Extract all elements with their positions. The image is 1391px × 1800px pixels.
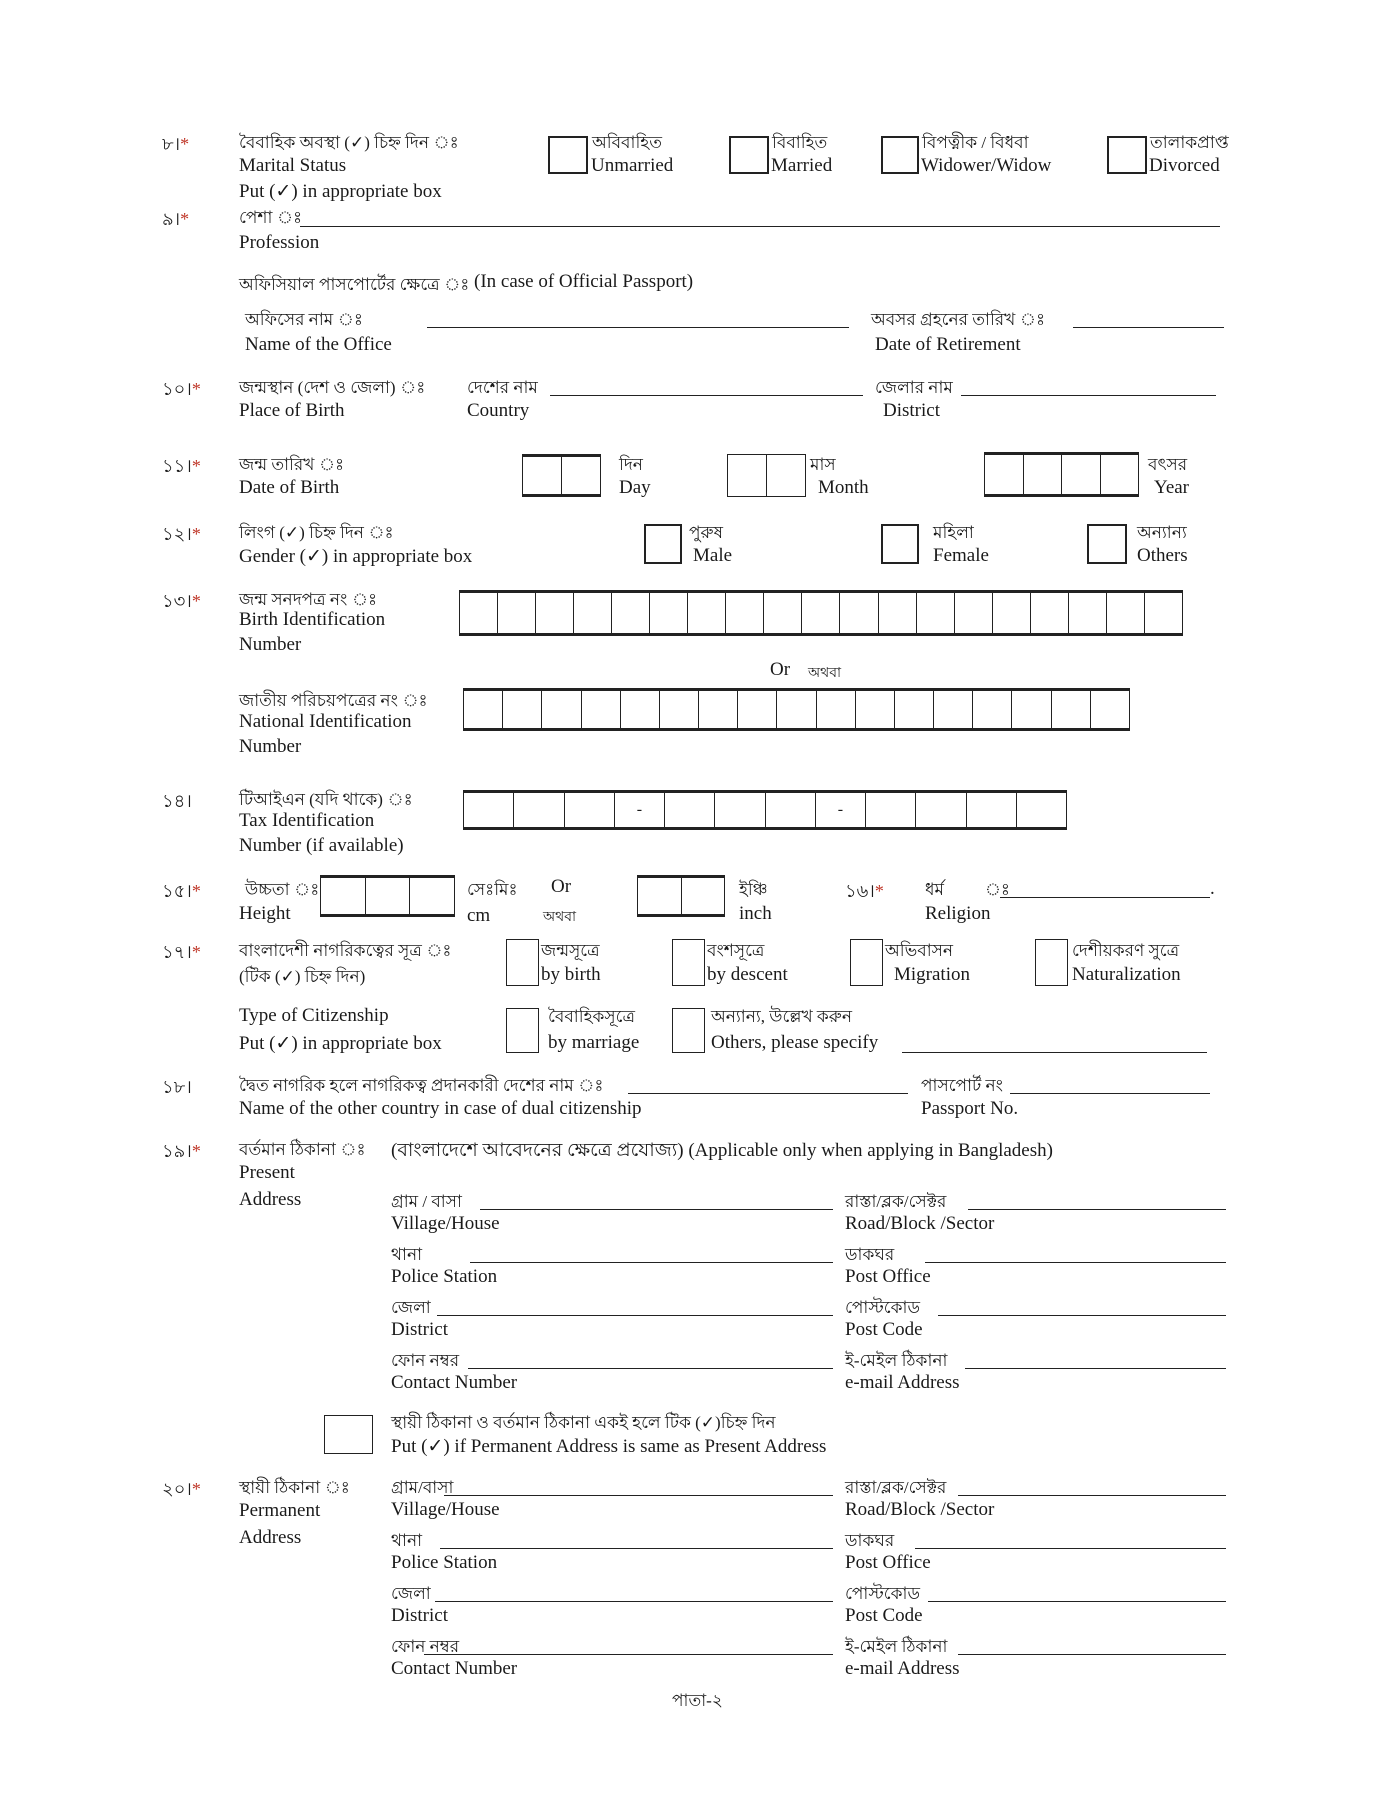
option-female: Female [933,545,989,566]
tin-digit-box[interactable] [1017,793,1066,827]
tin-label-bn: টিআইএন (যদি থাকে) ঃ [239,790,413,809]
dob-year-box[interactable] [1024,455,1063,494]
dob-month-box[interactable] [728,455,767,496]
present-contact-number-label: Contact Number [391,1372,518,1393]
passport-no-label-bn: পাসপোর্ট নং [921,1076,1003,1095]
dob-year-box[interactable] [1062,455,1101,494]
present-district-input[interactable] [437,1315,833,1316]
checkbox-by-marriage[interactable] [506,1008,539,1053]
height-cm-digit-box[interactable] [366,878,411,914]
profession-label-bn: পেশা ঃ [239,208,303,227]
permanent-post-office-label: Post Office [845,1552,931,1573]
birth-id-digit-box[interactable] [460,593,498,633]
permanent-address-label: Permanent [239,1500,321,1521]
district-label-bn: জেলার নাম [875,378,953,397]
official-passport-heading-bn: অফিসিয়াল পাসপোর্টের ক্ষেত্রে ঃ [239,275,470,294]
permanent-post-code-input[interactable] [928,1601,1226,1602]
year-label: Year [1154,477,1190,498]
tin-digit-box[interactable] [967,793,1017,827]
birth-id-digit-box[interactable] [879,593,917,633]
q14-number: ১৪। [162,791,192,811]
permanent-contact-number-input[interactable] [424,1654,833,1655]
permanent-post-code-label-bn: পোস্টকোড [845,1584,920,1603]
option-by-birth: by birth [541,964,601,985]
office-name-label-bn: অফিসের নাম ঃ [245,310,363,329]
present-district-label: District [391,1319,448,1340]
birth-id-digit-box[interactable] [498,593,536,633]
present-post-office-label: Post Office [845,1266,931,1287]
present-post-code-input[interactable] [938,1315,1226,1316]
marital-status-hint: Put (✓) in appropriate box [239,181,442,202]
birth-id-boxes[interactable] [459,590,1183,636]
checkbox-by-descent[interactable] [672,939,705,986]
tin-digit-box[interactable] [665,793,715,827]
present-police-station-label-bn: থানা [391,1245,423,1264]
option-divorced: Divorced [1149,155,1220,176]
permanent-village-house-input[interactable] [444,1495,833,1496]
present-road-block-sector-label-bn: রাস্তা/ব্লক/সেক্টর [845,1192,947,1211]
birth-id-label-bn: জন্ম সনদপত্র নং ঃ [239,590,378,609]
tin-digit-box[interactable] [766,793,816,827]
present-address-label: Present [239,1162,295,1183]
height-inch-digit-box[interactable] [682,878,725,914]
marital-status-label: Marital Status [239,155,347,176]
birth-id-digit-box[interactable] [1031,593,1069,633]
permanent-email-address-label: e-mail Address [845,1658,960,1679]
option-male: Male [693,545,733,566]
checkbox-married[interactable] [729,136,769,174]
height-cm-digit-box[interactable] [410,878,454,914]
permanent-address-label-line2: Address [239,1527,302,1548]
nid-digit-box[interactable] [856,691,895,728]
option-migration: Migration [894,964,970,985]
nid-digit-box[interactable] [699,691,738,728]
birth-id-digit-box[interactable] [726,593,764,633]
q13-number: ১৩।* [162,591,201,611]
height-inch-boxes[interactable] [637,875,725,917]
present-contact-number-label-bn: ফোন নম্বর [391,1351,460,1370]
permanent-village-house-label-bn: গ্রাম/বাসা [391,1478,454,1497]
nid-digit-box[interactable] [621,691,660,728]
q19-number: ১৯।* [162,1141,201,1161]
religion-dot: . [1210,878,1215,899]
permanent-post-code-label: Post Code [845,1605,923,1626]
present-contact-number-input[interactable] [468,1368,833,1369]
permanent-district-label-bn: জেলা [391,1584,431,1603]
page-number: পাতা-২ [672,1691,723,1710]
checkbox-naturalization[interactable] [1035,939,1068,986]
present-address-note: (বাংলাদেশে আবেদনের ক্ষেত্রে প্রযোজ্য) (Applicable only when applying in Bangladesh) [391,1140,1053,1161]
passport-no-label: Passport No. [921,1098,1019,1119]
birth-id-digit-box[interactable] [688,593,726,633]
birth-id-digit-box[interactable] [993,593,1031,633]
tin-digit-box[interactable] [715,793,765,827]
q18-number: ১৮। [162,1077,192,1097]
dob-year-box[interactable] [985,455,1024,494]
checkbox-by-birth[interactable] [506,939,539,986]
citizenship-label: Type of Citizenship [239,1005,389,1026]
option-unmarried: Unmarried [591,155,674,176]
month-label-bn: মাস [810,455,836,474]
official-passport-heading: (In case of Official Passport) [474,271,694,292]
tin-digit-box[interactable]: - [816,793,866,827]
dob-month-box[interactable] [767,455,805,496]
tin-digit-box[interactable] [464,793,514,827]
permanent-post-office-input[interactable] [915,1548,1226,1549]
country-label-bn: দেশের নাম [467,378,538,397]
birth-district-input[interactable] [961,395,1216,396]
nid-digit-box[interactable] [895,691,934,728]
present-road-block-sector-label: Road/Block /Sector [845,1213,995,1234]
date-of-birth-label: Date of Birth [239,477,340,498]
nid-digit-box[interactable] [542,691,581,728]
birth-id-digit-box[interactable] [764,593,802,633]
present-district-label-bn: জেলা [391,1298,431,1317]
height-cm-boxes[interactable] [320,875,455,917]
dob-day-box[interactable] [562,457,600,494]
retirement-date-label-bn: অবসর গ্রহনের তারিখ ঃ [871,310,1046,329]
q16-number: ১৬।* [845,881,884,901]
citizenship-others-input[interactable] [902,1052,1207,1053]
nid-digit-box[interactable] [464,691,503,728]
birth-id-digit-box[interactable] [955,593,993,633]
profession-input[interactable] [300,226,1220,227]
permanent-police-station-input[interactable] [440,1548,833,1549]
permanent-police-station-label-bn: থানা [391,1531,423,1550]
option-naturalization-bn: দেশীয়করণ সুত্রে [1072,941,1180,960]
dob-year-box[interactable] [1101,455,1139,494]
q15-number: ১৫।* [162,881,201,901]
option-unmarried-bn: অবিবাহিত [592,133,662,152]
date-of-birth-label-bn: জন্ম তারিখ ঃ [239,455,345,474]
tin-digit-box[interactable] [916,793,966,827]
permanent-district-input[interactable] [435,1601,833,1602]
permanent-email-address-input[interactable] [958,1654,1226,1655]
permanent-email-address-label-bn: ই-মেইল ঠিকানা [845,1637,948,1656]
dual-citizenship-label-bn: দ্বৈত নাগরিক হলে নাগরিকত্ব প্রদানকারী দেশের নাম ঃ [239,1076,604,1095]
inch-label-bn: ইঞ্চি [739,880,768,899]
passport-no-input[interactable] [1010,1093,1210,1094]
q20-number: ২০।* [162,1479,201,1499]
permanent-contact-number-label: Contact Number [391,1658,518,1679]
birth-id-digit-box[interactable] [650,593,688,633]
nid-label-line2: Number [239,736,302,757]
checkbox-widower-widow[interactable] [881,136,919,174]
gender-label-bn: লিংগ (✓) চিহ্ন দিন ঃ [239,523,394,542]
present-post-code-label: Post Code [845,1319,923,1340]
same-address-checkbox[interactable] [324,1415,373,1454]
height-inch-digit-box[interactable] [638,878,682,914]
dob-year-boxes[interactable] [984,452,1139,497]
option-others-citizenship: Others, please specify [711,1032,879,1053]
option-others-citizenship-bn: অন্যান্য, উল্লেখ করুন [711,1007,852,1026]
present-village-house-label: Village/House [391,1213,500,1234]
present-police-station-label: Police Station [391,1266,498,1287]
citizenship-label-bn: বাংলাদেশী নাগরিকত্বের সূত্র ঃ [239,941,452,960]
inch-label: inch [739,903,772,924]
height-cm-digit-box[interactable] [321,878,366,914]
option-by-descent: by descent [707,964,788,985]
birth-id-digit-box[interactable] [840,593,878,633]
day-label: Day [619,477,651,498]
religion-input[interactable] [1000,897,1210,898]
permanent-road-block-sector-label-bn: রাস্তা/ব্লক/সেক্টর [845,1478,947,1497]
option-by-marriage-bn: বৈবাহিকসূত্রে [548,1007,635,1026]
gender-label: Gender (✓) in appropriate box [239,546,473,567]
checkbox-male[interactable] [644,524,682,564]
tin-digit-box[interactable] [565,793,615,827]
nid-digit-box[interactable] [738,691,777,728]
religion-colon: ঃ [985,880,1010,899]
nid-digit-box[interactable] [660,691,699,728]
place-of-birth-label-bn: জন্মস্থান (দেশ ও জেলা) ঃ [239,378,426,397]
option-naturalization: Naturalization [1072,964,1181,985]
checkbox-unmarried[interactable] [548,136,588,174]
retirement-date-input[interactable] [1073,327,1224,328]
birth-id-digit-box[interactable] [536,593,574,633]
birth-id-digit-box[interactable] [612,593,650,633]
birth-id-digit-box[interactable] [574,593,612,633]
option-divorced-bn: তালাকপ্রাপ্ত [1150,133,1229,152]
present-email-address-label: e-mail Address [845,1372,960,1393]
present-email-address-label-bn: ই-মেইল ঠিকানা [845,1351,948,1370]
district-label: District [883,400,940,421]
year-label-bn: বৎসর [1148,455,1188,474]
option-married-bn: বিবাহিত [772,133,828,152]
dob-month-boxes[interactable] [727,454,806,497]
permanent-post-office-label-bn: ডাকঘর [845,1531,895,1550]
citizenship-hint: Put (✓) in appropriate box [239,1033,442,1054]
height-label-bn: উচ্চতা ঃ [245,880,320,899]
office-name-input[interactable] [427,327,849,328]
nid-digit-box[interactable] [777,691,816,728]
permanent-contact-number-label-bn: ফোন নম্বর [391,1637,460,1656]
birth-id-label: Birth Identification [239,609,386,630]
present-village-house-label-bn: গ্রাম / বাসা [391,1192,462,1211]
citizenship-hint-bn: (টিক (✓) চিহ্ন দিন) [239,967,366,986]
present-address-label-line2: Address [239,1189,302,1210]
country-label: Country [467,400,530,421]
option-migration-bn: অভিবাসন [885,941,954,960]
nid-digit-box[interactable] [973,691,1012,728]
option-others: Others [1137,545,1188,566]
birth-id-digit-box[interactable] [1145,593,1182,633]
birth-id-digit-box[interactable] [802,593,840,633]
permanent-address-label-bn: স্থায়ী ঠিকানা ঃ [239,1478,350,1497]
q10-number: ১০।* [162,379,201,399]
dual-citizenship-label: Name of the other country in case of dual citizenship [239,1098,642,1119]
retirement-date-label: Date of Retirement [875,334,1021,355]
option-by-descent-bn: বংশসূত্রে [707,941,765,960]
profession-label: Profession [239,232,320,253]
option-widower-widow: Widower/Widow [921,155,1052,176]
religion-label: Religion [925,903,991,924]
permanent-road-block-sector-input[interactable] [958,1495,1226,1496]
nid-digit-box[interactable] [503,691,542,728]
tin-label-line2: Number (if available) [239,835,404,856]
permanent-village-house-label: Village/House [391,1499,500,1520]
option-married: Married [771,155,833,176]
tin-digit-box[interactable] [866,793,916,827]
tin-digit-box[interactable]: - [615,793,665,827]
or-label: Or [770,659,791,680]
nid-boxes[interactable] [463,688,1130,731]
place-of-birth-label: Place of Birth [239,400,345,421]
height-label: Height [239,903,291,924]
month-label: Month [818,477,869,498]
present-post-office-label-bn: ডাকঘর [845,1245,895,1264]
birth-id-digit-box[interactable] [917,593,955,633]
same-address-label-bn: স্থায়ী ঠিকানা ও বর্তমান ঠিকানা একই হলে টিক (✓)চিহ্ন দিন [391,1413,776,1432]
checkbox-divorced[interactable] [1107,136,1147,174]
present-post-office-input[interactable] [925,1262,1226,1263]
same-address-label: Put (✓) if Permanent Address is same as Present Address [391,1436,827,1457]
tin-label: Tax Identification [239,810,375,831]
option-by-birth-bn: জন্মসূত্রে [541,941,600,960]
nid-label-bn: জাতীয় পরিচয়পত্রের নং ঃ [239,691,428,710]
cm-label-bn: সেঃমিঃ [467,880,518,899]
present-village-house-input[interactable] [480,1209,833,1210]
present-road-block-sector-input[interactable] [968,1209,1226,1210]
q9-number: ৯।* [162,209,190,229]
q17-number: ১৭।* [162,942,201,962]
day-label-bn: দিন [619,455,643,474]
nid-digit-box[interactable] [817,691,856,728]
present-email-address-input[interactable] [965,1368,1226,1369]
nid-digit-box[interactable] [934,691,973,728]
religion-label-bn: ধর্ম [925,880,944,899]
birth-id-digit-box[interactable] [1107,593,1145,633]
dual-country-input[interactable] [628,1093,908,1094]
dob-day-box[interactable] [523,457,562,494]
checkbox-migration[interactable] [850,939,883,986]
nid-digit-box[interactable] [582,691,621,728]
birth-id-label-line2: Number [239,634,302,655]
option-widower-widow-bn: বিপত্নীক / বিধবা [922,133,1029,152]
height-or-label: Or [551,876,572,897]
present-post-code-label-bn: পোস্টকোড [845,1298,920,1317]
q11-number: ১১।* [162,456,201,476]
birth-country-input[interactable] [550,395,863,396]
nid-label: National Identification [239,711,412,732]
option-by-marriage: by marriage [548,1032,640,1053]
tin-digit-box[interactable] [514,793,564,827]
q12-number: ১২।* [162,524,201,544]
permanent-police-station-label: Police Station [391,1552,498,1573]
nid-digit-box[interactable] [1052,691,1091,728]
present-address-label-bn: বর্তমান ঠিকানা ঃ [239,1140,366,1159]
present-police-station-input[interactable] [470,1262,833,1263]
or-label-bn: অথবা [808,666,842,681]
checkbox-others-citizenship[interactable] [672,1008,705,1053]
tin-boxes[interactable] [463,790,1067,830]
permanent-road-block-sector-label: Road/Block /Sector [845,1499,995,1520]
dob-day-boxes[interactable] [522,454,601,497]
option-others-bn: অন্যান্য [1137,523,1187,542]
birth-id-digit-box[interactable] [1069,593,1107,633]
option-female-bn: মহিলা [933,523,974,542]
checkbox-female[interactable] [881,524,919,564]
nid-digit-box[interactable] [1091,691,1129,728]
nid-digit-box[interactable] [1012,691,1051,728]
option-male-bn: পুরুষ [689,523,723,542]
height-or-label-bn: অথবা [543,910,577,925]
permanent-district-label: District [391,1605,448,1626]
q8-number: ৮।* [162,134,190,154]
checkbox-others[interactable] [1087,524,1127,564]
office-name-label: Name of the Office [245,334,392,355]
cm-label: cm [467,905,491,926]
marital-status-label-bn: বৈবাহিক অবস্থা (✓) চিহ্ন দিন ঃ [239,133,459,152]
